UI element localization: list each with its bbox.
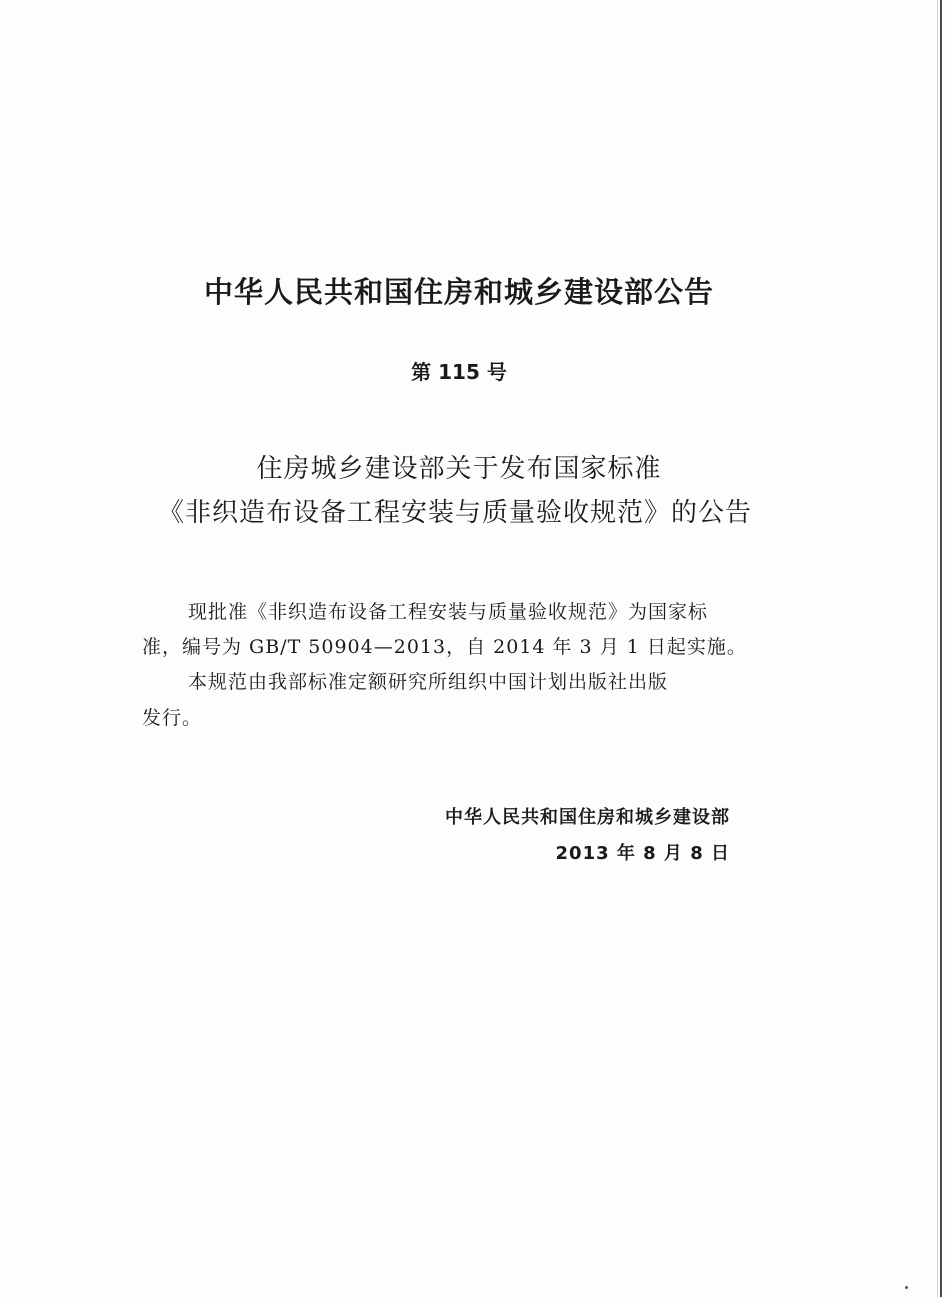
scan-border-shadow — [937, 0, 938, 1297]
announcement-title: 中华人民共和国住房和城乡建设部公告 — [203, 275, 714, 309]
announcement-subtitle-line1: 住房城乡建设部关于发布国家标准 — [256, 454, 662, 484]
scan-border-line — [940, 0, 942, 1297]
scan-speck — [905, 1286, 908, 1289]
body-paragraph1-line2: 准，编号为 GB/T 50904—2013，自 2014 年 3 月 1 日起实施。 — [142, 636, 747, 658]
signature-date: 2013 年 8 月 8 日 — [555, 843, 730, 864]
signature-organization: 中华人民共和国住房和城乡建设部 — [445, 807, 730, 828]
body-paragraph2-line2: 发行。 — [142, 707, 203, 729]
body-paragraph1-line1: 现批准《非织造布设备工程安装与质量验收规范》为国家标 — [188, 601, 709, 623]
announcement-subtitle-line2: 《非织造布设备工程安装与质量验收规范》的公告 — [157, 498, 752, 528]
body-paragraph2-line1: 本规范由我部标准定额研究所组织中国计划出版社出版 — [188, 671, 669, 693]
announcement-number: 第 115 号 — [411, 360, 507, 384]
